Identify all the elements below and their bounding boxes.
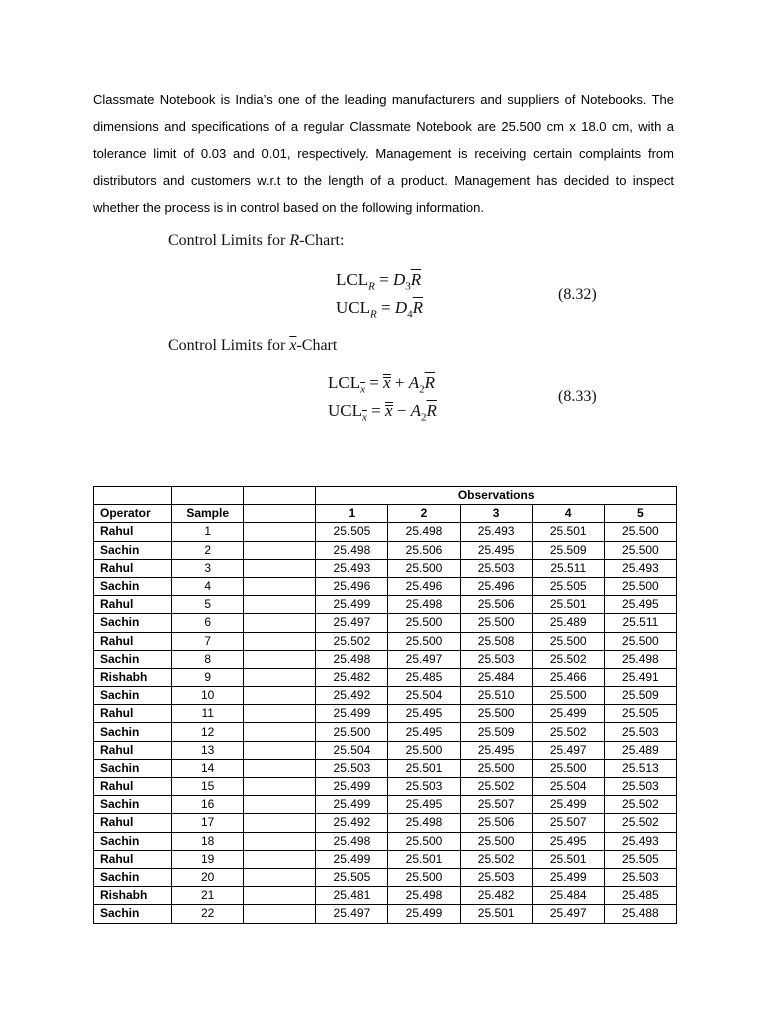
blank-cell — [244, 577, 316, 595]
sample-cell: 11 — [172, 705, 244, 723]
blank-cell — [244, 796, 316, 814]
blank-cell — [244, 632, 316, 650]
table-row — [94, 887, 677, 905]
operator-cell: Sachin — [94, 759, 172, 777]
observation-cell: 25.501 — [388, 850, 460, 868]
operator-cell: Rahul — [94, 632, 172, 650]
control-limit-formulas — [168, 230, 608, 430]
observation-cell: 25.500 — [388, 832, 460, 850]
table-row — [94, 759, 677, 777]
operator-cell: Sachin — [94, 687, 172, 705]
operator-cell: Rishabh — [94, 887, 172, 905]
observation-cell: 25.500 — [532, 759, 604, 777]
observation-cell: 25.495 — [388, 723, 460, 741]
observation-cell: 25.500 — [604, 577, 676, 595]
observation-cell: 25.500 — [604, 523, 676, 541]
blank-cell — [244, 887, 316, 905]
observation-cell: 25.503 — [604, 723, 676, 741]
obs-column-header: 2 — [388, 505, 460, 523]
equation-number-8-32: (8.32) — [558, 286, 597, 303]
operator-cell: Rahul — [94, 850, 172, 868]
observation-cell: 25.497 — [532, 741, 604, 759]
intro-paragraph: Classmate Notebook is India’s one of the leading manufacturers and suppliers of Notebooks. The dimensions and specifications of a regular Classmate Notebook are 25.500 cm x 18.0 cm, with a tolerance limit of 0.03 and 0.01, respectively. Management is receiving certain complaints from distributors and customers w.r.t to the length of a product. Management has decided to inspect whether the process is in control based on the following information. — [93, 92, 674, 215]
operator-cell: Sachin — [94, 541, 172, 559]
obs-column-header: 3 — [460, 505, 532, 523]
blank-cell — [244, 559, 316, 577]
observation-cell: 25.495 — [388, 705, 460, 723]
obs-column-header: 1 — [316, 505, 388, 523]
observation-cell: 25.501 — [532, 850, 604, 868]
operator-cell: Sachin — [94, 577, 172, 595]
observation-cell: 25.505 — [604, 705, 676, 723]
observation-cell: 25.502 — [316, 632, 388, 650]
table-row — [94, 905, 677, 923]
observation-cell: 25.496 — [316, 577, 388, 595]
observation-cell: 25.500 — [532, 632, 604, 650]
lcl-r-formula: $LCL_R = D_3\overline{R}$ — [336, 270, 422, 293]
observation-cell: 25.482 — [460, 887, 532, 905]
table-row — [94, 796, 677, 814]
table-row — [94, 687, 677, 705]
observation-cell: 25.493 — [604, 832, 676, 850]
sample-cell: 21 — [172, 887, 244, 905]
observation-cell: 25.493 — [604, 559, 676, 577]
observation-cell: 25.507 — [532, 814, 604, 832]
observation-cell: 25.499 — [532, 796, 604, 814]
sample-cell: 12 — [172, 723, 244, 741]
observation-cell: 25.492 — [316, 814, 388, 832]
sample-cell: 10 — [172, 687, 244, 705]
observation-cell: 25.502 — [460, 850, 532, 868]
operator-cell: Rahul — [94, 705, 172, 723]
observations-body — [94, 523, 677, 923]
observation-cell: 25.505 — [532, 577, 604, 595]
operator-header: Operator — [94, 505, 172, 523]
equation-number-8-33: (8.33) — [558, 388, 597, 405]
observation-cell: 25.500 — [388, 741, 460, 759]
header-row-columns — [94, 505, 677, 523]
observation-cell: 25.500 — [460, 705, 532, 723]
blank-cell — [244, 705, 316, 723]
obs-column-header: 5 — [604, 505, 676, 523]
observation-cell: 25.495 — [388, 796, 460, 814]
table-row — [94, 778, 677, 796]
r-chart-heading: Control Limits for R-Chart: — [168, 232, 345, 249]
observation-cell: 25.484 — [460, 668, 532, 686]
observation-cell: 25.489 — [532, 614, 604, 632]
table-row — [94, 668, 677, 686]
observation-cell: 25.498 — [604, 650, 676, 668]
operator-cell: Rahul — [94, 814, 172, 832]
observations-header: Observations — [316, 487, 677, 505]
operator-cell: Rahul — [94, 778, 172, 796]
observation-cell: 25.499 — [316, 796, 388, 814]
observation-cell: 25.501 — [388, 759, 460, 777]
observation-cell: 25.509 — [604, 687, 676, 705]
operator-cell: Sachin — [94, 796, 172, 814]
sample-cell: 4 — [172, 577, 244, 595]
observation-cell: 25.496 — [460, 577, 532, 595]
observation-cell: 25.506 — [388, 541, 460, 559]
operator-cell: Rishabh — [94, 668, 172, 686]
blank-cell — [244, 850, 316, 868]
observation-cell: 25.498 — [316, 832, 388, 850]
observation-cell: 25.499 — [316, 705, 388, 723]
blank-cell — [244, 650, 316, 668]
operator-cell: Rahul — [94, 523, 172, 541]
ucl-r-formula: $UCL_R = D_4\overline{R}$ — [336, 298, 423, 321]
observation-cell: 25.492 — [316, 687, 388, 705]
observation-cell: 25.495 — [532, 832, 604, 850]
lcl-x-formula: $LCL_{\overline{x}} = x + A_2\overline{R}$ — [328, 373, 436, 396]
observation-cell: 25.502 — [532, 650, 604, 668]
sample-cell: 16 — [172, 796, 244, 814]
observation-cell: 25.488 — [604, 905, 676, 923]
observation-cell: 25.498 — [316, 650, 388, 668]
sample-cell: 2 — [172, 541, 244, 559]
blank-cell — [244, 523, 316, 541]
observation-cell: 25.505 — [316, 868, 388, 886]
observation-cell: 25.509 — [460, 723, 532, 741]
sample-cell: 18 — [172, 832, 244, 850]
observation-cell: 25.496 — [388, 577, 460, 595]
blank-cell — [244, 814, 316, 832]
table-row — [94, 559, 677, 577]
observation-cell: 25.498 — [388, 523, 460, 541]
blank-cell — [244, 668, 316, 686]
observation-cell: 25.500 — [460, 759, 532, 777]
observation-cell: 25.489 — [604, 741, 676, 759]
observation-cell: 25.499 — [532, 868, 604, 886]
obs-column-header: 4 — [532, 505, 604, 523]
sample-cell: 7 — [172, 632, 244, 650]
sample-cell: 6 — [172, 614, 244, 632]
observation-cell: 25.503 — [604, 868, 676, 886]
ucl-x-formula: $UCL_{\overline{x}} = x - A_2\overline{R}$ — [328, 401, 437, 424]
sample-cell: 1 — [172, 523, 244, 541]
sample-cell: 13 — [172, 741, 244, 759]
header-blank-cell — [94, 487, 172, 505]
sample-cell: 17 — [172, 814, 244, 832]
observation-cell: 25.506 — [460, 596, 532, 614]
observation-cell: 25.505 — [604, 850, 676, 868]
blank-cell — [244, 614, 316, 632]
observation-cell: 25.493 — [460, 523, 532, 541]
observation-cell: 25.497 — [532, 905, 604, 923]
observation-cell: 25.466 — [532, 668, 604, 686]
observation-cell: 25.508 — [460, 632, 532, 650]
observation-cell: 25.499 — [316, 850, 388, 868]
header-row-top — [94, 487, 677, 505]
observations-table — [93, 486, 677, 924]
observation-cell: 25.500 — [604, 541, 676, 559]
observation-cell: 25.509 — [532, 541, 604, 559]
observation-cell: 25.499 — [388, 905, 460, 923]
operator-cell: Rahul — [94, 741, 172, 759]
observation-cell: 25.499 — [316, 596, 388, 614]
table-row — [94, 868, 677, 886]
observation-cell: 25.502 — [532, 723, 604, 741]
observation-cell: 25.497 — [388, 650, 460, 668]
table-row — [94, 577, 677, 595]
observation-cell: 25.493 — [316, 559, 388, 577]
table-row — [94, 850, 677, 868]
operator-cell: Rahul — [94, 596, 172, 614]
observation-cell: 25.499 — [532, 705, 604, 723]
blank-cell — [244, 741, 316, 759]
table-row — [94, 614, 677, 632]
sample-cell: 5 — [172, 596, 244, 614]
observation-cell: 25.491 — [604, 668, 676, 686]
sample-cell: 15 — [172, 778, 244, 796]
observation-cell: 25.500 — [316, 723, 388, 741]
observation-cell: 25.498 — [388, 814, 460, 832]
table-row — [94, 523, 677, 541]
observation-cell: 25.502 — [604, 814, 676, 832]
observation-cell: 25.495 — [460, 541, 532, 559]
table-row — [94, 705, 677, 723]
observation-cell: 25.500 — [388, 632, 460, 650]
sample-cell: 19 — [172, 850, 244, 868]
blank-cell — [244, 905, 316, 923]
operator-cell: Sachin — [94, 905, 172, 923]
observation-cell: 25.497 — [316, 614, 388, 632]
operator-cell: Rahul — [94, 559, 172, 577]
observation-cell: 25.511 — [604, 614, 676, 632]
sample-cell: 22 — [172, 905, 244, 923]
header-blank-cell — [244, 505, 316, 523]
blank-cell — [244, 778, 316, 796]
blank-cell — [244, 541, 316, 559]
observation-cell: 25.503 — [604, 778, 676, 796]
observation-cell: 25.504 — [316, 741, 388, 759]
sample-cell: 14 — [172, 759, 244, 777]
observation-cell: 25.513 — [604, 759, 676, 777]
observation-cell: 25.498 — [388, 887, 460, 905]
blank-cell — [244, 759, 316, 777]
observation-cell: 25.500 — [388, 868, 460, 886]
observation-cell: 25.504 — [388, 687, 460, 705]
operator-cell: Sachin — [94, 723, 172, 741]
sample-cell: 9 — [172, 668, 244, 686]
table-row — [94, 541, 677, 559]
table-row — [94, 596, 677, 614]
observation-cell: 25.497 — [316, 905, 388, 923]
observation-cell: 25.507 — [460, 796, 532, 814]
header-blank-cell — [244, 487, 316, 505]
blank-cell — [244, 868, 316, 886]
observation-cell: 25.500 — [388, 614, 460, 632]
observation-cell: 25.501 — [532, 523, 604, 541]
sample-header: Sample — [172, 505, 244, 523]
sample-cell: 8 — [172, 650, 244, 668]
observation-cell: 25.481 — [316, 887, 388, 905]
blank-cell — [244, 687, 316, 705]
blank-cell — [244, 723, 316, 741]
observation-cell: 25.500 — [388, 559, 460, 577]
table-row — [94, 832, 677, 850]
operator-cell: Sachin — [94, 614, 172, 632]
observation-cell: 25.495 — [604, 596, 676, 614]
observation-cell: 25.495 — [460, 741, 532, 759]
observation-cell: 25.510 — [460, 687, 532, 705]
observation-cell: 25.511 — [532, 559, 604, 577]
observation-cell: 25.499 — [316, 778, 388, 796]
table-row — [94, 723, 677, 741]
observation-cell: 25.502 — [604, 796, 676, 814]
observation-cell: 25.503 — [460, 868, 532, 886]
table-row — [94, 632, 677, 650]
header-blank-cell — [172, 487, 244, 505]
observation-cell: 25.485 — [604, 887, 676, 905]
observation-cell: 25.485 — [388, 668, 460, 686]
observation-cell: 25.502 — [460, 778, 532, 796]
table-row — [94, 650, 677, 668]
observation-cell: 25.503 — [460, 650, 532, 668]
observation-cell: 25.501 — [460, 905, 532, 923]
operator-cell: Sachin — [94, 832, 172, 850]
observation-cell: 25.503 — [316, 759, 388, 777]
operator-cell: Sachin — [94, 868, 172, 886]
observation-cell: 25.498 — [316, 541, 388, 559]
observation-cell: 25.503 — [460, 559, 532, 577]
observation-cell: 25.506 — [460, 814, 532, 832]
observation-cell: 25.500 — [460, 614, 532, 632]
table-row — [94, 814, 677, 832]
observation-cell: 25.500 — [460, 832, 532, 850]
blank-cell — [244, 832, 316, 850]
observation-cell: 25.484 — [532, 887, 604, 905]
operator-cell: Sachin — [94, 650, 172, 668]
observation-cell: 25.500 — [532, 687, 604, 705]
observation-cell: 25.501 — [532, 596, 604, 614]
observation-cell: 25.505 — [316, 523, 388, 541]
observation-cell: 25.482 — [316, 668, 388, 686]
observation-cell: 25.504 — [532, 778, 604, 796]
table-row — [94, 741, 677, 759]
sample-cell: 20 — [172, 868, 244, 886]
observation-cell: 25.500 — [604, 632, 676, 650]
sample-cell: 3 — [172, 559, 244, 577]
observation-cell: 25.503 — [388, 778, 460, 796]
observation-cell: 25.498 — [388, 596, 460, 614]
blank-cell — [244, 596, 316, 614]
x-chart-heading: Control Limits for $\overline{x}$-Chart — [168, 337, 338, 354]
